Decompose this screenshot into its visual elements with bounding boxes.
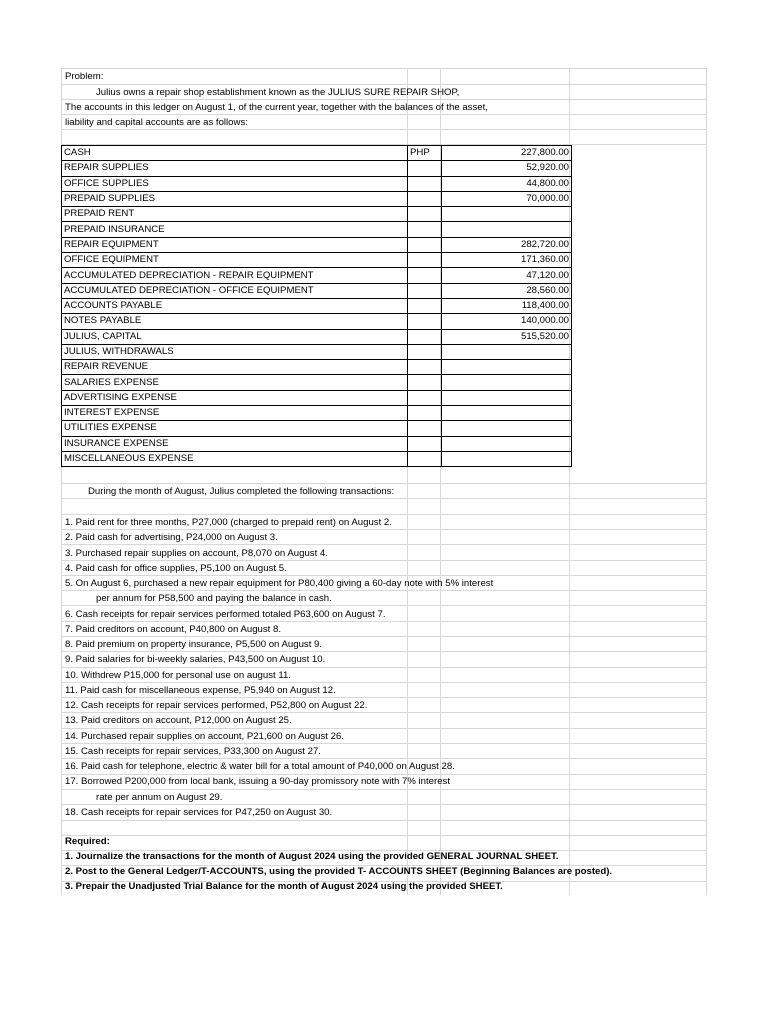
account-balance: 118,400.00: [442, 298, 572, 313]
grid-row-line: [61, 835, 706, 836]
account-balance: 227,800.00: [442, 146, 572, 161]
intro-line-3: liability and capital accounts are as follows:: [65, 117, 248, 128]
account-currency: PHP: [408, 146, 442, 161]
account-balance: 171,360.00: [442, 253, 572, 268]
account-row: [62, 161, 572, 176]
account-row: [62, 207, 572, 222]
account-row: [62, 436, 572, 451]
transaction-line: 13. Paid creditors on account, P12,000 on August 25.: [65, 715, 292, 726]
account-currency: [408, 390, 442, 405]
account-currency: [408, 360, 442, 375]
intro-line-1: Julius owns a repair shop establishment known as the JULIUS SURE REPAIR SHOP,: [96, 87, 460, 98]
required-label: Required:: [65, 836, 110, 847]
account-row: [62, 298, 572, 313]
account-currency: [408, 421, 442, 436]
account-name: PREPAID SUPPLIES: [62, 191, 408, 206]
account-name: JULIUS, WITHDRAWALS: [62, 344, 408, 359]
account-row: [62, 191, 572, 206]
account-name: REPAIR EQUIPMENT: [62, 237, 408, 252]
transaction-line: 17. Borrowed P200,000 from local bank, issuing a 90-day promissory note with 7% interest: [65, 776, 451, 787]
account-balance: [442, 344, 572, 359]
account-currency: [408, 207, 442, 222]
account-balance: 140,000.00: [442, 314, 572, 329]
account-row: [62, 237, 572, 252]
account-row: [62, 390, 572, 405]
account-balance: [442, 375, 572, 390]
account-balance: [442, 390, 572, 405]
account-row: [62, 222, 572, 237]
transaction-line: 10. Withdrew P15,000 for personal use on august 11.: [65, 670, 291, 681]
transaction-line: 2. Paid cash for advertising, P24,000 on August 3.: [65, 532, 278, 543]
account-name: SALARIES EXPENSE: [62, 375, 408, 390]
account-currency: [408, 375, 442, 390]
transaction-line: rate per annum on August 29.: [96, 792, 223, 803]
account-row: [62, 360, 572, 375]
account-balance: 44,800.00: [442, 176, 572, 191]
transaction-line: 14. Purchased repair supplies on account, P21,600 on August 26.: [65, 731, 344, 742]
account-balance: [442, 207, 572, 222]
required-item: 2. Post to the General Ledger/T-ACCOUNTS, using the provided T- ACCOUNTS SHEET (Beginning Balances are posted).: [65, 866, 613, 877]
account-name: JULIUS, CAPITAL: [62, 329, 408, 344]
account-currency: [408, 253, 442, 268]
transaction-line: 7. Paid creditors on account, P40,800 on August 8.: [65, 624, 282, 635]
account-currency: [408, 451, 442, 466]
account-balance: 515,520.00: [442, 329, 572, 344]
account-name: PREPAID INSURANCE: [62, 222, 408, 237]
transaction-line: 18. Cash receipts for repair services for P47,250 on August 30.: [65, 807, 333, 818]
account-row: [62, 176, 572, 191]
account-row: [62, 406, 572, 421]
account-name: MISCELLANEOUS EXPENSE: [62, 451, 408, 466]
account-row: [62, 253, 572, 268]
account-name: NOTES PAYABLE: [62, 314, 408, 329]
account-balance: [442, 451, 572, 466]
accounts-table: [61, 145, 572, 467]
account-name: UTILITIES EXPENSE: [62, 421, 408, 436]
grid-row-line: [61, 68, 706, 69]
transaction-line: 4. Paid cash for office supplies, P5,100 on August 5.: [65, 563, 287, 574]
account-currency: [408, 329, 442, 344]
transaction-line: 9. Paid salaries for bi-weekly salaries, P43,500 on August 10.: [65, 654, 326, 665]
account-row: [62, 421, 572, 436]
account-name: INTEREST EXPENSE: [62, 406, 408, 421]
required-item: 3. Prepair the Unadjusted Trial Balance for the month of August 2024 using the provided SHEET.: [65, 881, 503, 892]
transaction-line: 1. Paid rent for three months, P27,000 (charged to prepaid rent) on August 2.: [65, 517, 392, 528]
account-currency: [408, 436, 442, 451]
transaction-line: 15. Cash receipts for repair services, P33,300 on August 27.: [65, 746, 321, 757]
account-row: [62, 329, 572, 344]
account-currency: [408, 314, 442, 329]
account-currency: [408, 222, 442, 237]
transaction-line: 16. Paid cash for telephone, electric & water bill for a total amount of P40,000 on August 28.: [65, 761, 455, 772]
account-balance: 52,920.00: [442, 161, 572, 176]
account-name: ADVERTISING EXPENSE: [62, 390, 408, 405]
account-name: OFFICE SUPPLIES: [62, 176, 408, 191]
account-row: [62, 314, 572, 329]
account-row: [62, 283, 572, 298]
account-currency: [408, 191, 442, 206]
account-balance: 282,720.00: [442, 237, 572, 252]
account-currency: [408, 161, 442, 176]
account-name: OFFICE EQUIPMENT: [62, 253, 408, 268]
account-balance: 28,560.00: [442, 283, 572, 298]
account-currency: [408, 344, 442, 359]
transaction-line: per annum for P58,500 and paying the balance in cash.: [96, 593, 332, 604]
account-balance: 47,120.00: [442, 268, 572, 283]
account-row: [62, 268, 572, 283]
account-currency: [408, 283, 442, 298]
account-balance: 70,000.00: [442, 191, 572, 206]
problem-label: Problem:: [65, 71, 104, 82]
account-name: CASH: [62, 146, 408, 161]
account-currency: [408, 176, 442, 191]
account-row: [62, 146, 572, 161]
account-name: PREPAID RENT: [62, 207, 408, 222]
transaction-line: 6. Cash receipts for repair services performed totaled P63,600 on August 7.: [65, 609, 386, 620]
account-name: INSURANCE EXPENSE: [62, 436, 408, 451]
account-name: REPAIR REVENUE: [62, 360, 408, 375]
transaction-line: 3. Purchased repair supplies on account, P8,070 on August 4.: [65, 548, 328, 559]
account-balance: [442, 406, 572, 421]
account-row: [62, 344, 572, 359]
required-item: 1. Journalize the transactions for the month of August 2024 using the provided GENERAL JOURNAL SHEET.: [65, 851, 559, 862]
account-currency: [408, 268, 442, 283]
account-name: ACCUMULATED DEPRECIATION - REPAIR EQUIPMENT: [62, 268, 408, 283]
transaction-line: 8. Paid premium on property insurance, P5,500 on August 9.: [65, 639, 323, 650]
account-name: ACCUMULATED DEPRECIATION - OFFICE EQUIPMENT: [62, 283, 408, 298]
account-currency: [408, 406, 442, 421]
transaction-line: 12. Cash receipts for repair services performed, P52,800 on August 22.: [65, 700, 368, 711]
transaction-line: 5. On August 6, purchased a new repair equipment for P80,400 giving a 60-day note with 5% interest: [65, 578, 494, 589]
account-currency: [408, 298, 442, 313]
grid-column-line: [706, 68, 707, 895]
account-name: ACCOUNTS PAYABLE: [62, 298, 408, 313]
account-currency: [408, 237, 442, 252]
account-row: [62, 375, 572, 390]
transaction-line: 11. Paid cash for miscellaneous expense, P5,940 on August 12.: [65, 685, 336, 696]
account-name: REPAIR SUPPLIES: [62, 161, 408, 176]
grid-row-line: [61, 820, 706, 821]
account-balance: [442, 222, 572, 237]
transactions-heading: During the month of August, Julius completed the following transactions:: [88, 486, 395, 497]
account-balance: [442, 360, 572, 375]
account-row: [62, 451, 572, 466]
account-balance: [442, 436, 572, 451]
account-balance: [442, 421, 572, 436]
intro-line-2: The accounts in this ledger on August 1, of the current year, together with the balances of the asset,: [65, 102, 488, 113]
